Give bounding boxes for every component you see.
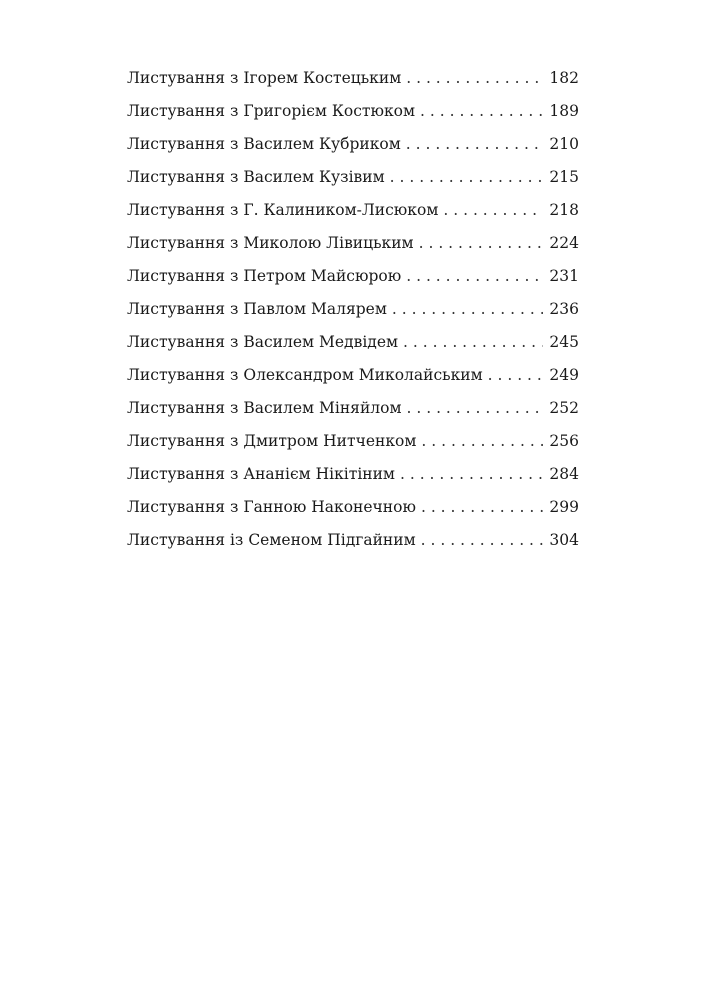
toc-entry bbox=[127, 201, 579, 234]
toc-entry bbox=[127, 267, 579, 300]
dot-leader bbox=[390, 168, 543, 186]
toc-entry-page: 210 bbox=[549, 135, 579, 153]
dot-leader bbox=[419, 234, 543, 252]
toc-entry-title: Листування з Ананієм Нікітіним bbox=[127, 465, 395, 483]
toc-entry-title: Листування з Павлом Малярем bbox=[127, 300, 387, 318]
toc-entry bbox=[127, 432, 579, 465]
toc-entry-page: 245 bbox=[549, 333, 579, 351]
toc-entry-page: 215 bbox=[549, 168, 579, 186]
toc-entry-title: Листування з Г. Калиником-Лисюком bbox=[127, 201, 439, 219]
toc-entry-title: Листування з Ігорем Костецьким bbox=[127, 69, 402, 87]
dot-leader bbox=[421, 531, 543, 549]
dot-leader bbox=[407, 399, 543, 417]
toc-entry-page: 224 bbox=[549, 234, 579, 252]
toc-entry-page: 304 bbox=[549, 531, 579, 549]
toc-entry bbox=[127, 498, 579, 531]
toc-entry-page: 252 bbox=[549, 399, 579, 417]
toc-entry-page: 182 bbox=[549, 69, 579, 87]
toc-entry bbox=[127, 399, 579, 432]
toc-entry-page: 218 bbox=[549, 201, 579, 219]
dot-leader bbox=[443, 201, 543, 219]
toc-entry bbox=[127, 102, 579, 135]
toc-entry-page: 299 bbox=[549, 498, 579, 516]
toc-entry-title: Листування з Василем Кубриком bbox=[127, 135, 401, 153]
dot-leader bbox=[406, 135, 543, 153]
toc-entry-title: Листування із Семеном Підгайним bbox=[127, 531, 416, 549]
dot-leader bbox=[420, 102, 543, 120]
toc-entry-title: Листування з Григорієм Костюком bbox=[127, 102, 416, 120]
toc-entry-title: Листування з Василем Міняйлом bbox=[127, 399, 402, 417]
dot-leader bbox=[406, 267, 543, 285]
dot-leader bbox=[421, 432, 543, 450]
toc-entry-title: Листування з Василем Медвідем bbox=[127, 333, 399, 351]
toc-entry-page: 249 bbox=[549, 366, 579, 384]
toc-entry bbox=[127, 69, 579, 102]
toc-entry-page: 231 bbox=[549, 267, 579, 285]
dot-leader bbox=[392, 300, 543, 318]
toc-entry-title: Листування з Миколою Лівицьким bbox=[127, 234, 414, 252]
toc-entry bbox=[127, 531, 579, 564]
dot-leader bbox=[406, 69, 543, 87]
toc-entry bbox=[127, 168, 579, 201]
toc-entry bbox=[127, 333, 579, 366]
toc-entry-title: Листування з Петром Майсюрою bbox=[127, 267, 402, 285]
toc-entry-title: Листування з Василем Кузівим bbox=[127, 168, 385, 186]
toc-entry-page: 236 bbox=[549, 300, 579, 318]
toc-entry-page: 284 bbox=[549, 465, 579, 483]
table-of-contents bbox=[127, 69, 579, 564]
toc-entry-page: 256 bbox=[549, 432, 579, 450]
dot-leader bbox=[400, 465, 543, 483]
toc-entry bbox=[127, 234, 579, 267]
toc-entry bbox=[127, 465, 579, 498]
toc-entry-page: 189 bbox=[549, 102, 579, 120]
toc-entry bbox=[127, 135, 579, 168]
toc-entry-title: Листування з Дмитром Нитченком bbox=[127, 432, 417, 450]
dot-leader bbox=[421, 498, 543, 516]
toc-entry-title: Листування з Ганною Наконечною bbox=[127, 498, 416, 516]
toc-entry bbox=[127, 300, 579, 333]
toc-entry-title: Листування з Олександром Миколайським bbox=[127, 366, 483, 384]
toc-entry bbox=[127, 366, 579, 399]
dot-leader bbox=[488, 366, 543, 384]
dot-leader bbox=[403, 333, 543, 351]
